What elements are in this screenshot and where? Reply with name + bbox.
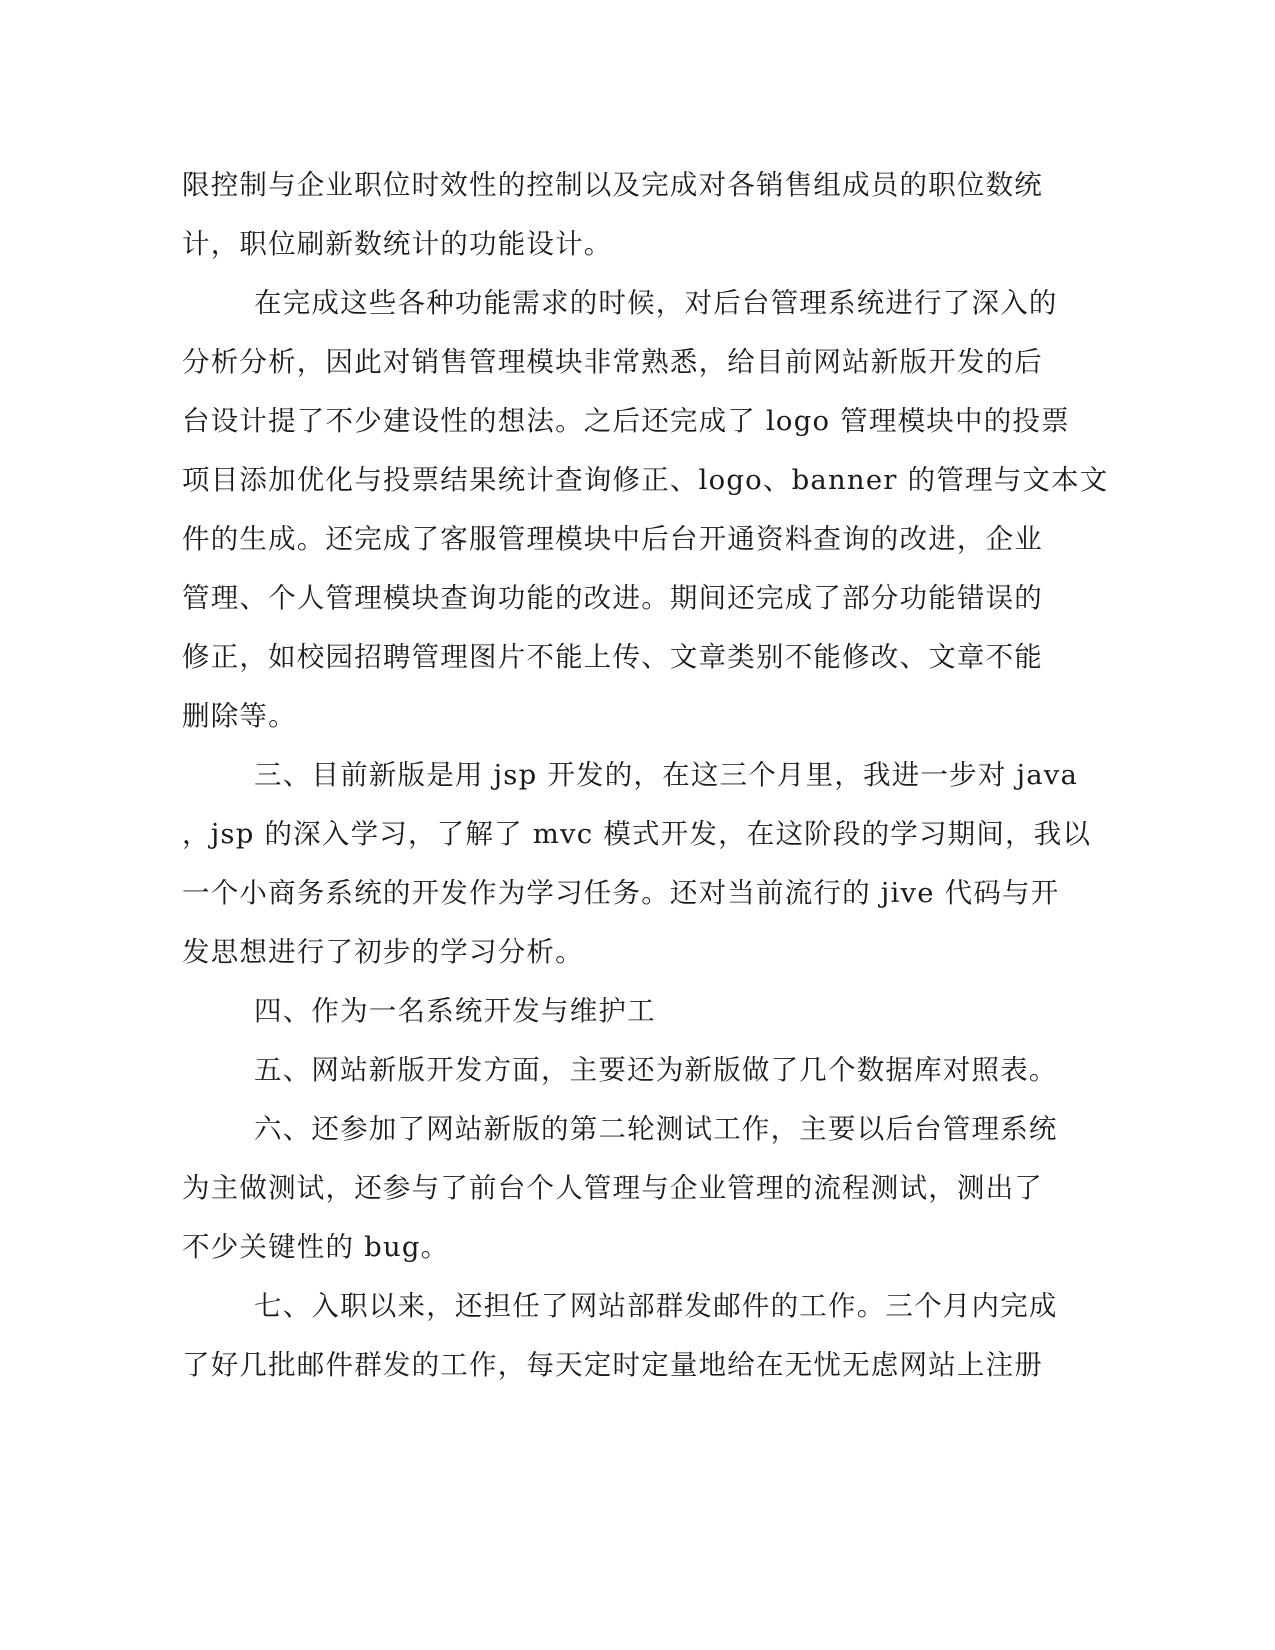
paragraph-start-line: 五、网站新版开发方面，主要还为新版做了几个数据库对照表。 <box>254 1054 1058 1086</box>
paragraph-start-line: 四、作为一名系统开发与维护工 <box>254 995 656 1027</box>
text-line: 了好几批邮件群发的工作，每天定时定量地给在无忧无虑网站上注册 <box>182 1349 1043 1381</box>
paragraph-start-line: 在完成这些各种功能需求的时候，对后台管理系统进行了深入的 <box>254 287 1058 319</box>
paragraph-start-line: 三、目前新版是用 jsp 开发的，在这三个月里，我进一步对 java <box>254 759 1079 791</box>
text-line: 件的生成。还完成了客服管理模块中后台开通资料查询的改进，企业 <box>182 523 1043 555</box>
text-line: 管理、个人管理模块查询功能的改进。期间还完成了部分功能错误的 <box>182 582 1043 614</box>
text-line: 台设计提了不少建设性的想法。之后还完成了 logo 管理模块中的投票 <box>182 405 1070 437</box>
text-line: 计，职位刷新数统计的功能设计。 <box>182 228 613 260</box>
text-line: 项目添加优化与投票结果统计查询修正、logo、banner 的管理与文本文 <box>182 464 1109 496</box>
text-line: 修正，如校园招聘管理图片不能上传、文章类别不能修改、文章不能 <box>182 641 1043 673</box>
text-line: 发思想进行了初步的学习分析。 <box>182 936 584 968</box>
text-line: 为主做测试，还参与了前台个人管理与企业管理的流程测试，测出了 <box>182 1172 1043 1204</box>
text-line: 限控制与企业职位时效性的控制以及完成对各销售组成员的职位数统 <box>182 169 1043 201</box>
text-line: 删除等。 <box>182 700 297 732</box>
text-line: ，jsp 的深入学习，了解了 mvc 模式开发，在这阶段的学习期间，我以 <box>182 818 1092 850</box>
document-body <box>182 156 1109 1395</box>
paragraph-start-line: 六、还参加了网站新版的第二轮测试工作，主要以后台管理系统 <box>254 1113 1058 1145</box>
text-line: 分析分析，因此对销售管理模块非常熟悉，给目前网站新版开发的后 <box>182 346 1043 378</box>
text-line: 一个小商务系统的开发作为学习任务。还对当前流行的 jive 代码与开 <box>182 877 1060 909</box>
paragraph-start-line: 七、入职以来，还担任了网站部群发邮件的工作。三个月内完成 <box>254 1290 1058 1322</box>
text-line: 不少关键性的 bug。 <box>182 1231 450 1263</box>
